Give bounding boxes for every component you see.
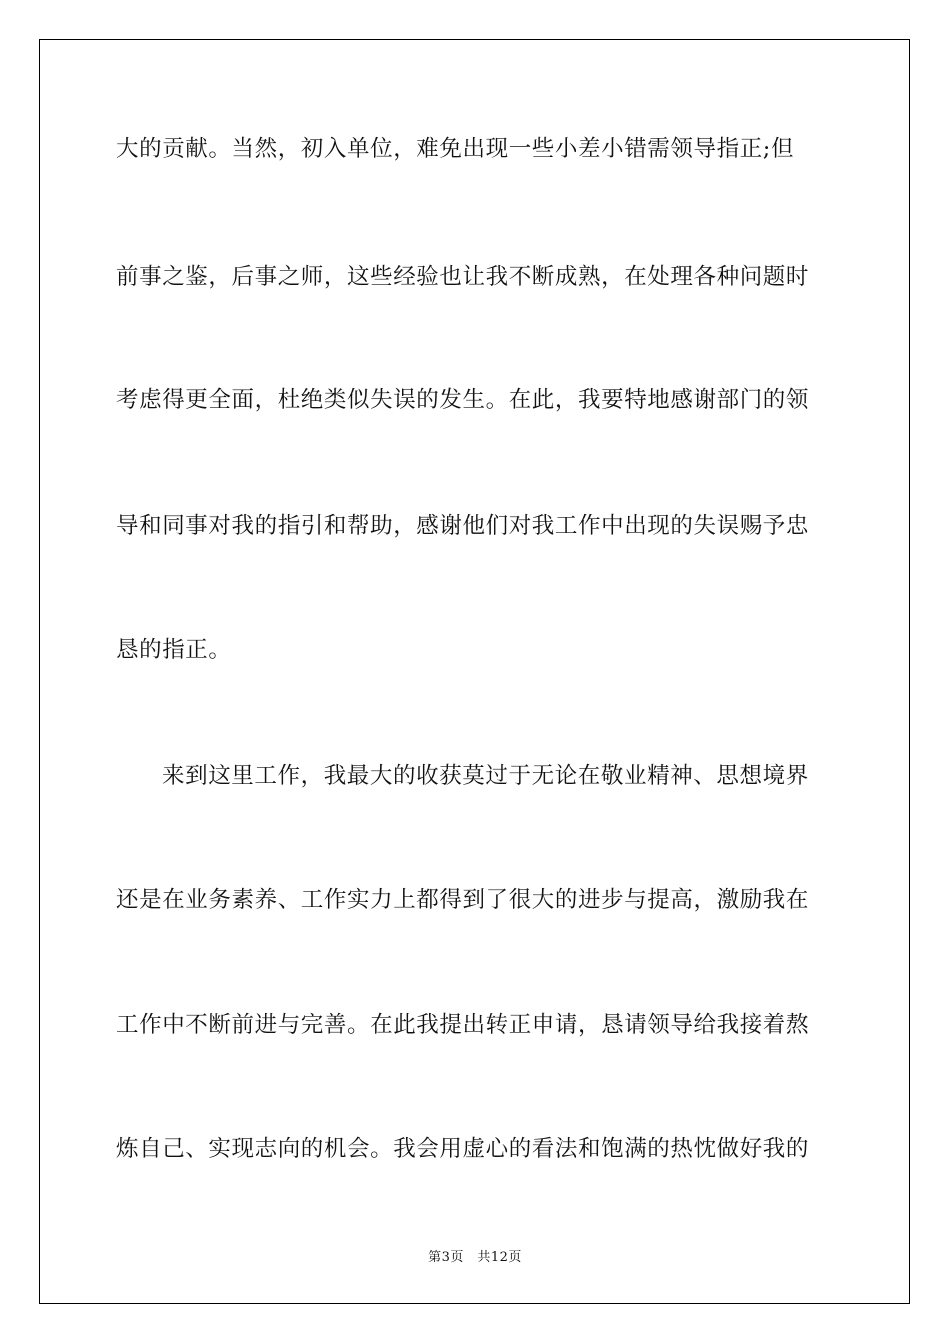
text-line: 大的贡献。当然，初入单位，难免出现一些小差小错需领导指正;但 [116, 136, 795, 162]
text-line: 恳的指正。 [116, 637, 232, 663]
page-number-footer: 第3页 共12页 [428, 1250, 522, 1265]
paragraph-first-line: 来到这里工作，我最大的收获莫过于无论在敬业精神、思想境界 [162, 763, 809, 789]
text-line: 考虑得更全面，杜绝类似失误的发生。在此，我要特地感谢部门的领 [116, 387, 810, 413]
text-line: 还是在业务素养、工作实力上都得到了很大的进步与提高，激励我在 [116, 887, 810, 913]
text-line: 前事之鉴，后事之师，这些经验也让我不断成熟，在处理各种问题时 [116, 264, 810, 290]
page-border [39, 39, 910, 1304]
text-line: 炼自己、实现志向的机会。我会用虚心的看法和饱满的热忱做好我的 [116, 1136, 810, 1162]
text-line: 导和同事对我的指引和帮助，感谢他们对我工作中出现的失误赐予忠 [116, 513, 810, 539]
text-line: 工作中不断前进与完善。在此我提出转正申请，恳请领导给我接着熬 [116, 1012, 810, 1038]
